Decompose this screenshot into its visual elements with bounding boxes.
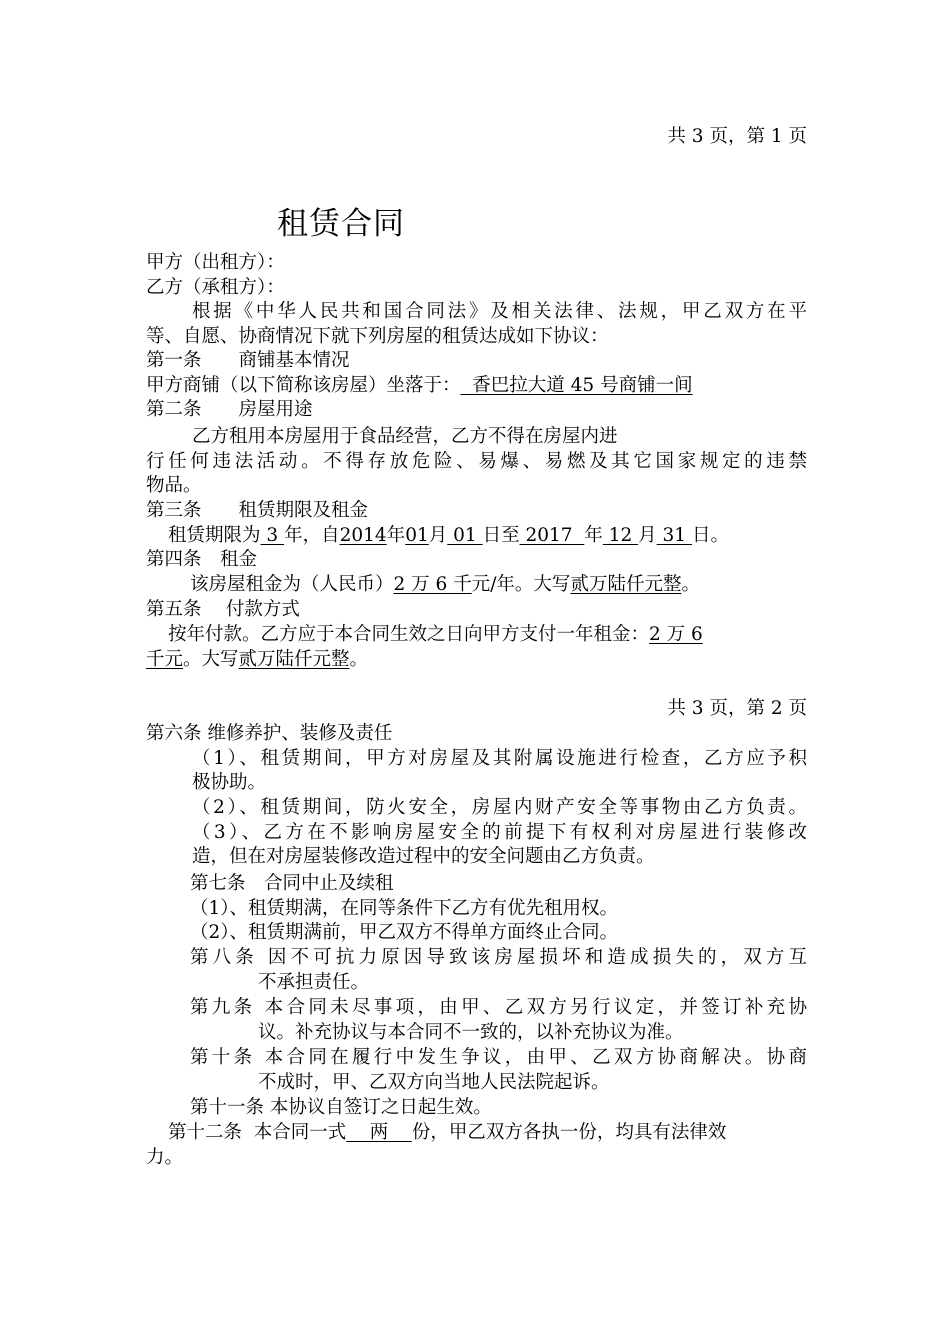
article-6-heading: 第六条 维修养护、装修及责任 — [146, 723, 393, 744]
article-9-line-1: 第九条 本合同未尽事项，由甲、乙双方另行议定，并签订补充协 — [190, 997, 807, 1018]
rent-amount-words: 贰万陆仟元整 — [570, 574, 682, 595]
article-12-line-1 — [168, 1120, 807, 1145]
page-header-2: 共 3 页，第 2 页 — [667, 698, 807, 719]
article-7-item-1: （1）、租赁期满，在同等条件下乙方有优先租用权。 — [190, 898, 619, 919]
article-1-location — [146, 373, 807, 398]
article-6-item-3a: （3）、乙方在不影响房屋安全的前提下有权利对房屋进行装修改 — [192, 822, 807, 843]
intro-line-1: 根据《中华人民共和国合同法》及相关法律、法规，甲乙双方在平 — [192, 301, 807, 322]
payment-text: 。 — [349, 649, 369, 670]
rent-text: 。 — [681, 574, 700, 595]
rent-amount: 2 万 6 千 — [393, 574, 472, 595]
party-a-label: 甲方（出租方）： — [146, 252, 285, 273]
article-11: 第十一条 本协议自签订之日起生效。 — [190, 1097, 492, 1118]
end-month: 12 — [602, 525, 639, 546]
article-5-heading: 第五条 付款方式 — [146, 599, 300, 620]
party-b-label: 乙方（承租方）： — [146, 277, 285, 298]
article-5-line-2 — [146, 647, 807, 672]
article-8-line-1: 第八条 因不可抗力原因导致该房屋损坏和造成损失的，双方互 — [190, 947, 807, 968]
article-2-heading: 第二条 房屋用途 — [146, 399, 313, 420]
article-6-item-1b: 极协助。 — [192, 772, 267, 793]
article-12-line-2: 力。 — [146, 1147, 184, 1168]
rent-text: 该房屋租金为（人民币） — [190, 574, 394, 595]
article-10-line-1: 第十条 本合同在履行中发生争议，由甲、乙双方协商解决。协商 — [190, 1047, 807, 1068]
article-2-line-1: 乙方租用本房屋用于食品经营，乙方不得在房屋内进 — [192, 426, 618, 447]
article-3-heading: 第三条 租赁期限及租金 — [146, 500, 369, 521]
article-7-heading: 第七条 合同中止及续租 — [190, 873, 394, 894]
article-4-rent — [190, 572, 807, 597]
term-text: 年 — [584, 525, 603, 546]
intro-line-2: 等、自愿、协商情况下就下列房屋的租赁达成如下协议： — [146, 326, 609, 347]
payment-text: 。大写 — [183, 649, 239, 670]
article-6-item-3b: 造，但在对房屋装修改造过程中的安全问题由乙方负责。 — [192, 846, 655, 867]
payment-text: 按年付款。乙方应于本合同生效之日向甲方支付一年租金： — [168, 624, 650, 645]
payment-amount-words: 贰万陆仟元整 — [238, 649, 350, 670]
article-10-line-2: 不成时，甲、乙双方向当地人民法院起诉。 — [258, 1072, 610, 1093]
article-4-heading: 第四条 租金 — [146, 549, 258, 570]
start-day: 01 — [447, 525, 483, 546]
payment-amount: 2 万 6 — [649, 624, 703, 645]
article-9-line-2: 议。补充协议与本合同不一致的，以补充协议为准。 — [258, 1022, 684, 1043]
copies-text: 份，甲乙双方各执一份，均具有法律效 — [411, 1122, 727, 1143]
location-label: 甲方商铺（以下简称该房屋）坐落于： — [146, 375, 461, 396]
article-2-line-3: 物品。 — [146, 475, 202, 496]
copies-text: 第十二条 本合同一式 — [168, 1122, 347, 1143]
article-6-item-1a: （1）、租赁期间，甲方对房屋及其附属设施进行检查，乙方应予积 — [192, 748, 807, 769]
rent-text: 元/年。大写 — [471, 574, 571, 595]
term-text: 日至 — [482, 525, 520, 546]
end-day: 31 — [656, 525, 692, 546]
location-value: 香巴拉大道 45 号商铺一间 — [460, 375, 693, 396]
end-year: 2017 — [519, 525, 585, 546]
page-title: 租赁合同 — [277, 206, 405, 242]
term-text: 月 — [638, 525, 657, 546]
start-year: 2014 — [339, 525, 387, 546]
term-years: 3 — [260, 525, 285, 546]
term-text: 年 — [386, 525, 406, 546]
article-6-item-2: （2）、租赁期间，防火安全，房屋内财产安全等事物由乙方负责。 — [192, 797, 807, 818]
term-text: 月 — [428, 525, 448, 546]
article-7-item-2: （2）、租赁期满前，甲乙双方不得单方面终止合同。 — [190, 922, 619, 943]
term-text: 租赁期限为 — [168, 525, 261, 546]
start-month: 01 — [405, 525, 429, 546]
term-text: 年，自 — [284, 525, 340, 546]
page-header-1: 共 3 页，第 1 页 — [667, 126, 807, 147]
article-1-heading: 第一条 商铺基本情况 — [146, 350, 350, 371]
copies-count: 两 — [346, 1122, 412, 1143]
article-2-line-2: 行任何违法活动。不得存放危险、易爆、易燃及其它国家规定的违禁 — [146, 451, 807, 472]
article-3-term — [168, 523, 820, 548]
article-8-line-2: 不承担责任。 — [258, 972, 370, 993]
article-5-line-1 — [168, 622, 807, 647]
payment-amount-cont: 千元 — [146, 649, 184, 670]
term-text: 日。 — [691, 525, 729, 546]
